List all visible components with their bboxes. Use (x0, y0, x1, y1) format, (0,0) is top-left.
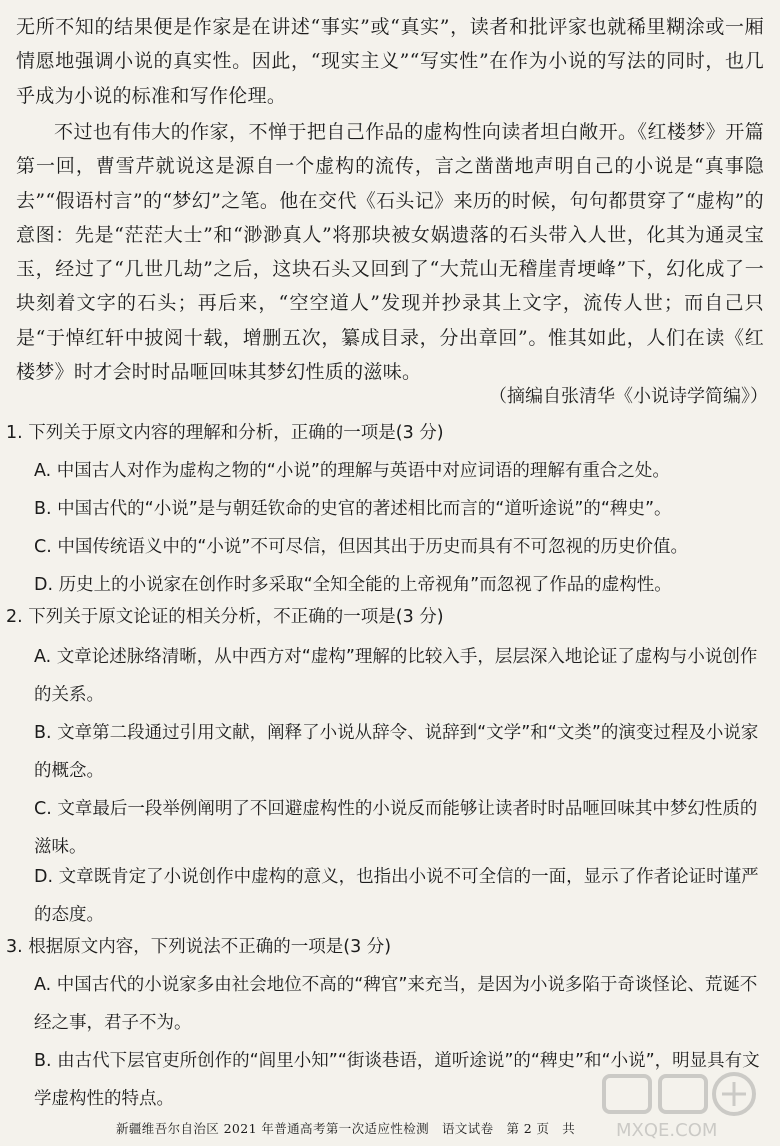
question-2-option-d: D. 文章既肯定了小说创作中虚构的意义，也指出小说不可全信的一面，显示了作者论证时谨严的态度。 (34, 867, 759, 925)
question-1-option-b: B. 中国古代的“小说”是与朝廷钦命的史官的著述相比而言的“道听途说”的“稗史”。 (34, 499, 672, 519)
question-3-option-a: A. 中国古代的小说家多由社会地位不高的“稗官”来充当，是因为小说多陷于奇谈怪论、荒诞不经之事，君子不为。 (34, 975, 758, 1033)
question-1-stem: 1. 下列关于原文内容的理解和分析，正确的一项是(3 分) (6, 423, 444, 443)
question-3-option-b: B. 由古代下层官吏所创作的“闾里小知”“街谈巷语，道听途说”的“稗史”和“小说”，明显具有文学虚构性的特点。 (34, 1051, 760, 1109)
passage-paragraph-1: 无所不知的结果便是作家是在讲述“事实”或“真实”，读者和批评家也就稀里糊涂或一厢情愿地强调小说的真实性。因此，“现实主义”“写实性”在作为小说的写法的同时，也几乎成为小说的标准和写作伦理。 (16, 16, 764, 107)
passage-paragraph-2: 不过也有伟大的作家，不惮于把自己作品的虚构性向读者坦白敞开。《红楼梦》开篇第一回，曹雪芹就说这是源自一个虚构的流传，言之凿凿地声明自己的小说是“真事隐去”“假语村言”的“梦幻”之笔。他在交代《石头记》来历的时候，句句都贯穿了“虚构”的意图：先是“茫茫大士”和“渺渺真人”将那块被女娲遗落的石头带入人世，化其为通灵宝玉，经过了“几世几劫”之后，这块石头又回到了“大荒山无稽崖青埂峰”下，幻化成了一块刻着文字的石头；再后来，“空空道人”发现并抄录其上文字，流传人世；而自己只是“于悼红轩中披阅十载，增删五次，纂成目录，分出章回”。惟其如此，人们在读《红楼梦》时才会时时品咂回味其梦幻性质的滋味。 (16, 121, 764, 384)
passage-source: （摘编自张清华《小说诗学简编》） (489, 386, 768, 407)
question-2-option-a: A. 文章论述脉络清晰，从中西方对“虚构”理解的比较入手，层层深入地论证了虚构与小说创作的关系。 (34, 647, 758, 705)
watermark-site-text: MXQE.COM (616, 1120, 718, 1141)
question-3-stem: 3. 根据原文内容，下列说法不正确的一项是(3 分) (6, 937, 392, 957)
question-2-option-c: C. 文章最后一段举例阐明了不回避虚构性的小说反而能够让读者时时品咂回味其中梦幻性质的滋味。 (34, 799, 758, 857)
page-footer: 新疆维吾尔自治区 2021 年普通高考第一次适应性检测 语文试卷 第 2 页 共 (116, 1121, 576, 1136)
question-1-option-d: D. 历史上的小说家在创作时多采取“全知全能的上帝视角”而忽视了作品的虚构性。 (34, 575, 672, 595)
question-2-stem: 2. 下列关于原文论证的相关分析，不正确的一项是(3 分) (6, 607, 444, 627)
question-2-option-b: B. 文章第二段通过引用文献，阐释了小说从辞令、说辞到“文学”和“文类”的演变过程及小说家的概念。 (34, 723, 759, 781)
question-1-option-c: C. 中国传统语义中的“小说”不可尽信，但因其出于历史而具有不可忽视的历史价值。 (34, 537, 688, 557)
question-1-option-a: A. 中国古人对作为虚构之物的“小说”的理解与英语中对应词语的理解有重合之处。 (34, 461, 670, 481)
